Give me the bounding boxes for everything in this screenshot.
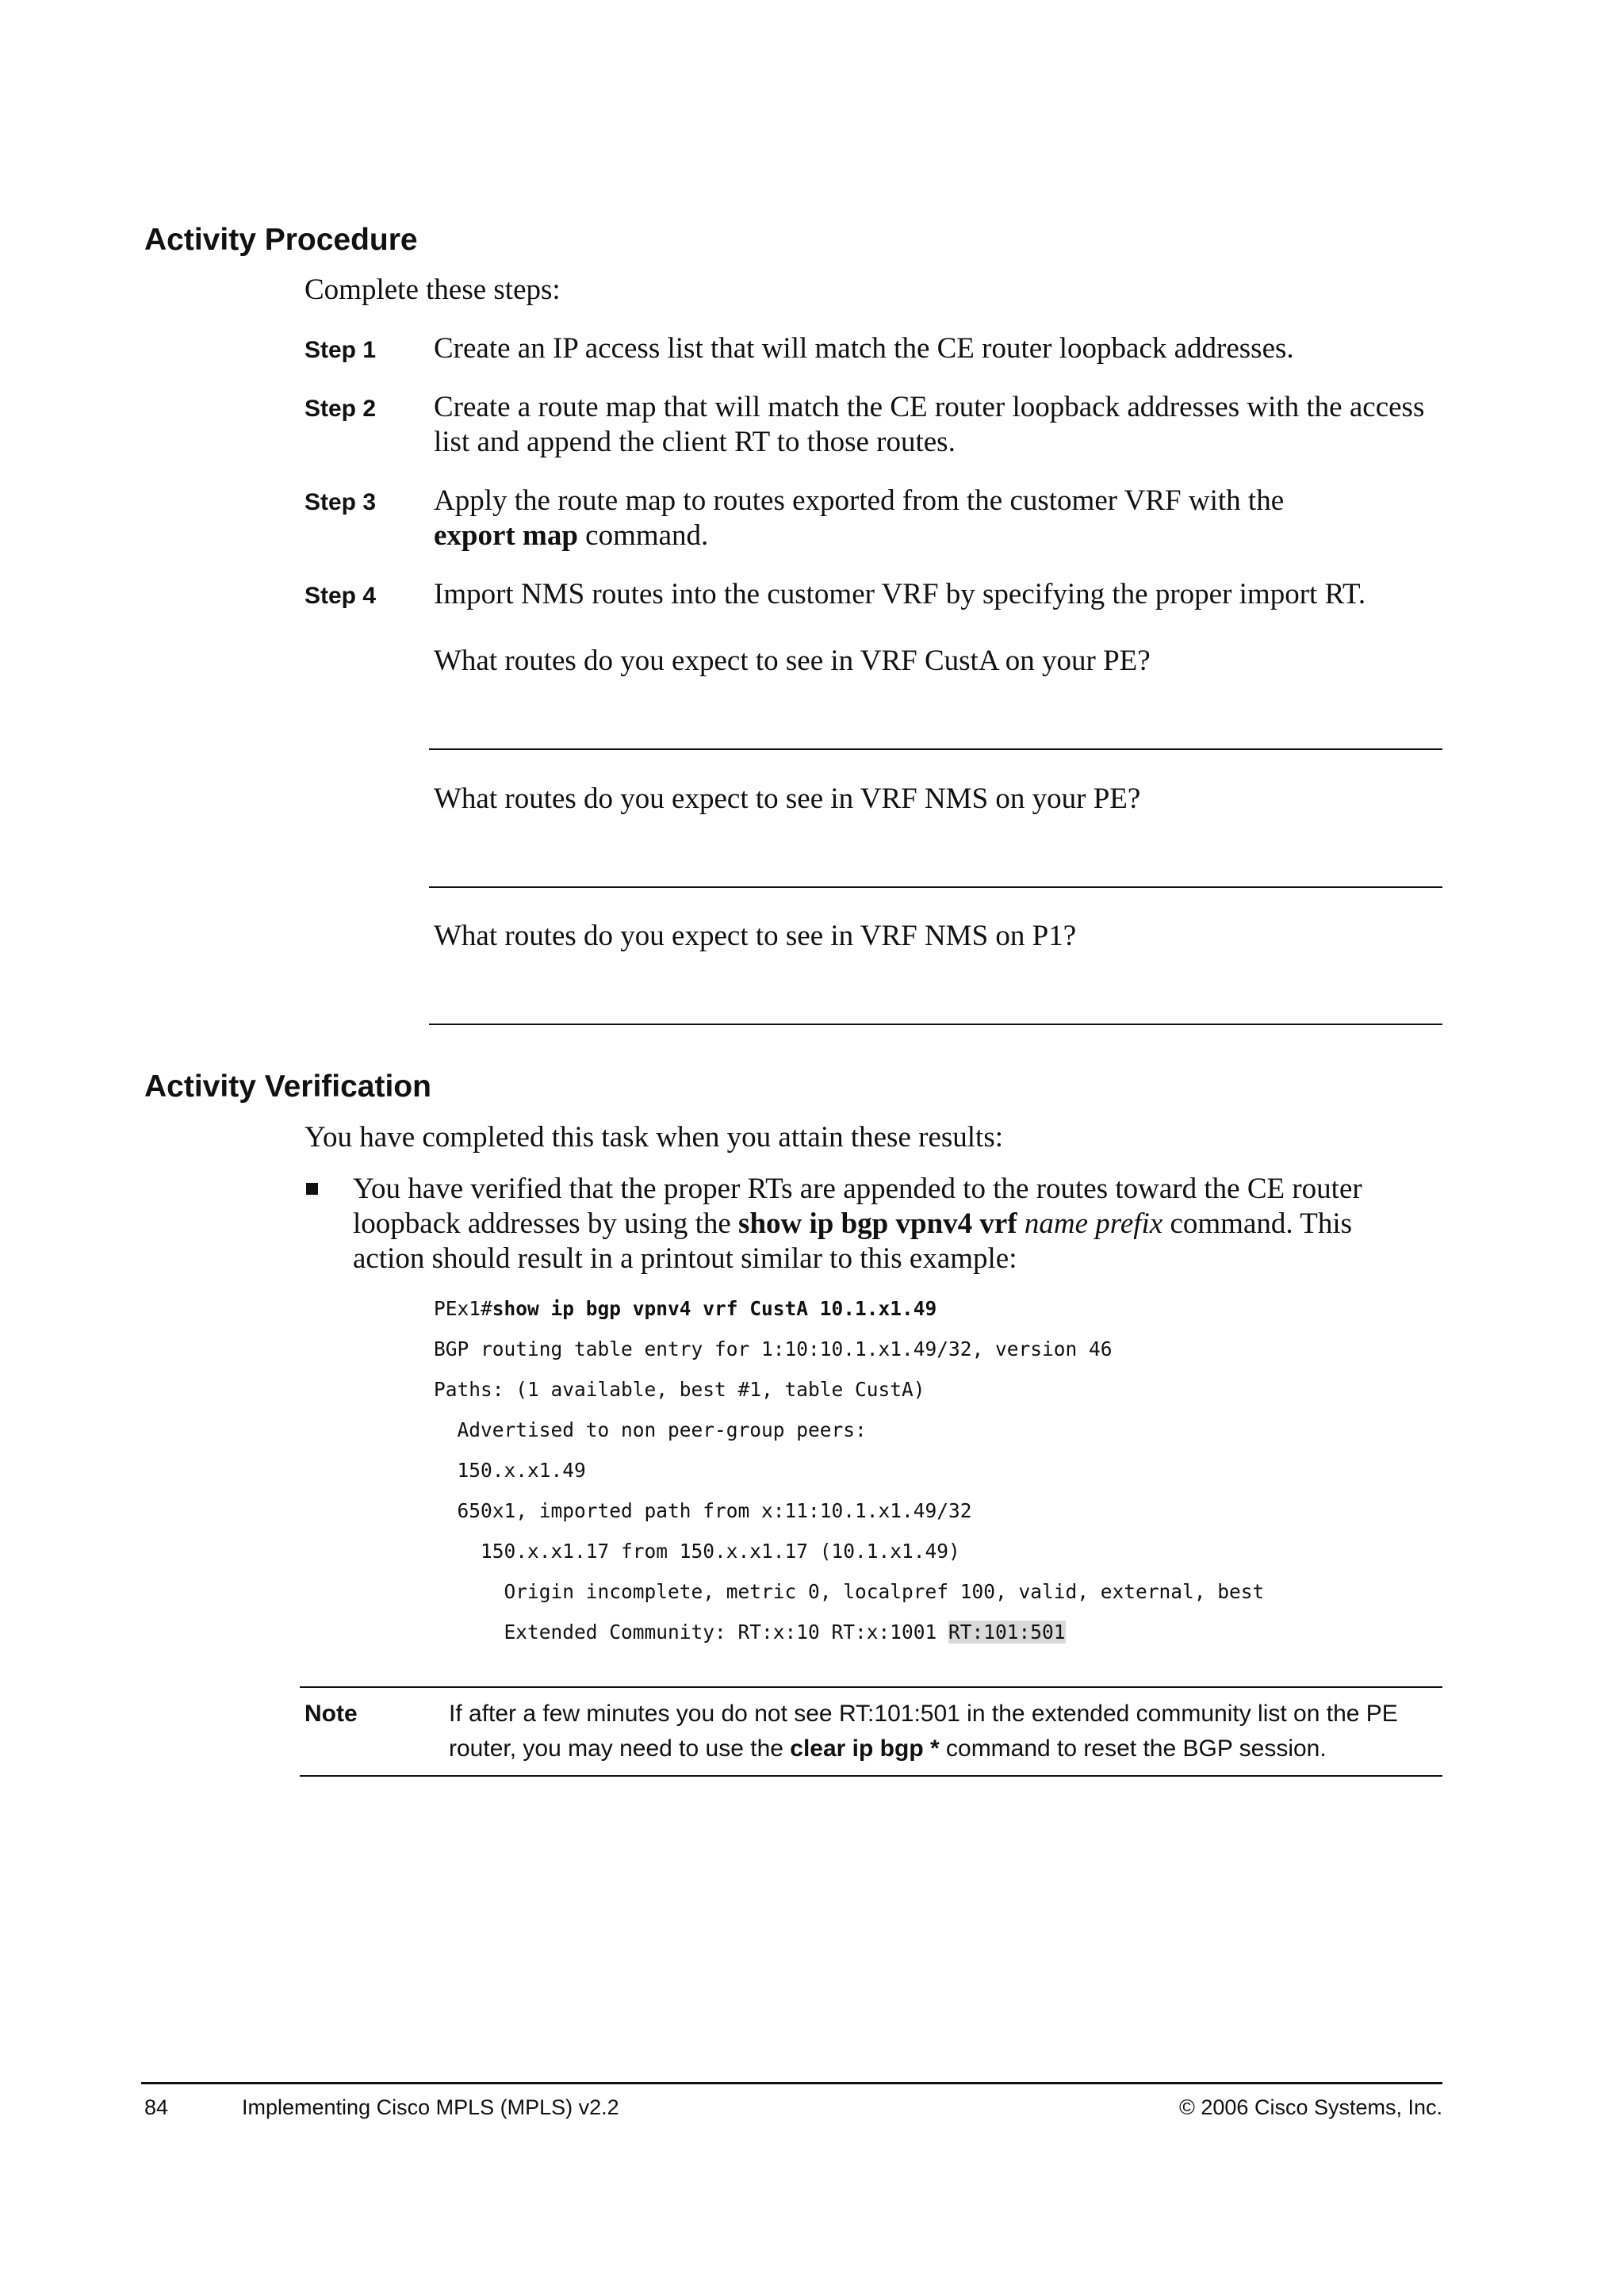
book-title: Implementing Cisco MPLS (MPLS) v2.2: [242, 2095, 619, 2119]
step-label: Step 4: [304, 583, 377, 609]
step-label: Step 1: [304, 337, 377, 363]
code-line: Paths: (1 available, best #1, table CustA): [434, 1378, 925, 1401]
command-argument: name prefix: [1024, 1207, 1163, 1240]
code-line: [434, 1621, 1066, 1644]
step-text-line-1: Apply the route map to routes exported from the customer VRF with the: [434, 484, 1285, 517]
step-label: Step 2: [304, 396, 377, 422]
note-text: [449, 1697, 1440, 1766]
verification-intro: You have completed this task when you attain these results:: [304, 1121, 1004, 1154]
note-line-2-post: command to reset the BGP session.: [939, 1735, 1327, 1762]
code-line: 650x1, imported path from x:11:10.1.x1.49/32: [434, 1499, 972, 1522]
export-map-keyword: export map: [434, 519, 578, 552]
question-1: What routes do you expect to see in VRF CustA on your PE?: [434, 645, 1151, 677]
procedure-intro: Complete these steps:: [304, 274, 561, 306]
step-text-suffix: command.: [577, 519, 709, 552]
step-text: Import NMS routes into the customer VRF by specifying the proper import RT.: [434, 578, 1366, 610]
answer-line-1[interactable]: [429, 748, 1442, 750]
command-keyword: show ip bgp vpnv4 vrf: [738, 1207, 1017, 1240]
step-label: Step 3: [304, 489, 377, 515]
code-command: show ip bgp vpnv4 vrf CustA 10.1.x1.49: [492, 1297, 937, 1320]
bullet-square-icon: [306, 1183, 318, 1195]
code-line: 150.x.x1.17 from 150.x.x1.17 (10.1.x1.49): [434, 1540, 960, 1563]
code-line: 150.x.x1.49: [434, 1459, 586, 1482]
bullet-text: loopback addresses by using the: [353, 1207, 739, 1240]
code-command-line: [434, 1297, 936, 1321]
code-prompt: PEx1#: [434, 1297, 492, 1320]
bullet-text: command. This: [1162, 1207, 1352, 1240]
bullet-line-3: action should result in a printout similar to this example:: [353, 1242, 1017, 1275]
bullet-line-2: [353, 1207, 1352, 1242]
note-label: Note: [304, 1701, 358, 1727]
code-line: BGP routing table entry for 1:10:10.1.x1.49/32, version 46: [434, 1337, 1113, 1360]
question-3: What routes do you expect to see in VRF NMS on P1?: [434, 920, 1077, 952]
highlighted-route-target: RT:101:501: [948, 1621, 1066, 1644]
page-number: 84: [144, 2095, 169, 2119]
code-line: Origin incomplete, metric 0, localpref 100, valid, external, best: [434, 1580, 1265, 1603]
copyright: © 2006 Cisco Systems, Inc.: [1178, 2095, 1442, 2119]
step-text-line-2: list and append the client RT to those routes.: [434, 426, 956, 458]
code-text: Extended Community: RT:x:10 RT:x:1001: [434, 1621, 949, 1644]
code-line: Advertised to non peer-group peers:: [434, 1418, 867, 1441]
note-command: clear ip bgp *: [790, 1735, 940, 1762]
note-bottom-rule: [300, 1775, 1442, 1777]
procedure-heading: Activity Procedure: [144, 223, 418, 257]
note-line-1: If after a few minutes you do not see RT:101:501 in the extended community list on the PE: [449, 1701, 1398, 1727]
verification-heading: Activity Verification: [144, 1070, 431, 1104]
question-2: What routes do you expect to see in VRF NMS on your PE?: [434, 783, 1141, 815]
note-top-rule: [300, 1686, 1442, 1688]
step-text-line-1: Create a route map that will match the CE router loopback addresses with the access: [434, 391, 1425, 423]
answer-line-2[interactable]: [429, 886, 1442, 888]
bullet-line-1: You have verified that the proper RTs are appended to the routes toward the CE router: [353, 1173, 1362, 1205]
note-line-2-pre: router, you may need to use the: [449, 1735, 791, 1762]
answer-line-3[interactable]: [429, 1024, 1442, 1025]
step-text-line-2: [434, 519, 1441, 553]
step-text: Create an IP access list that will match the CE router loopback addresses.: [434, 332, 1294, 365]
footer-rule: [141, 2082, 1442, 2084]
